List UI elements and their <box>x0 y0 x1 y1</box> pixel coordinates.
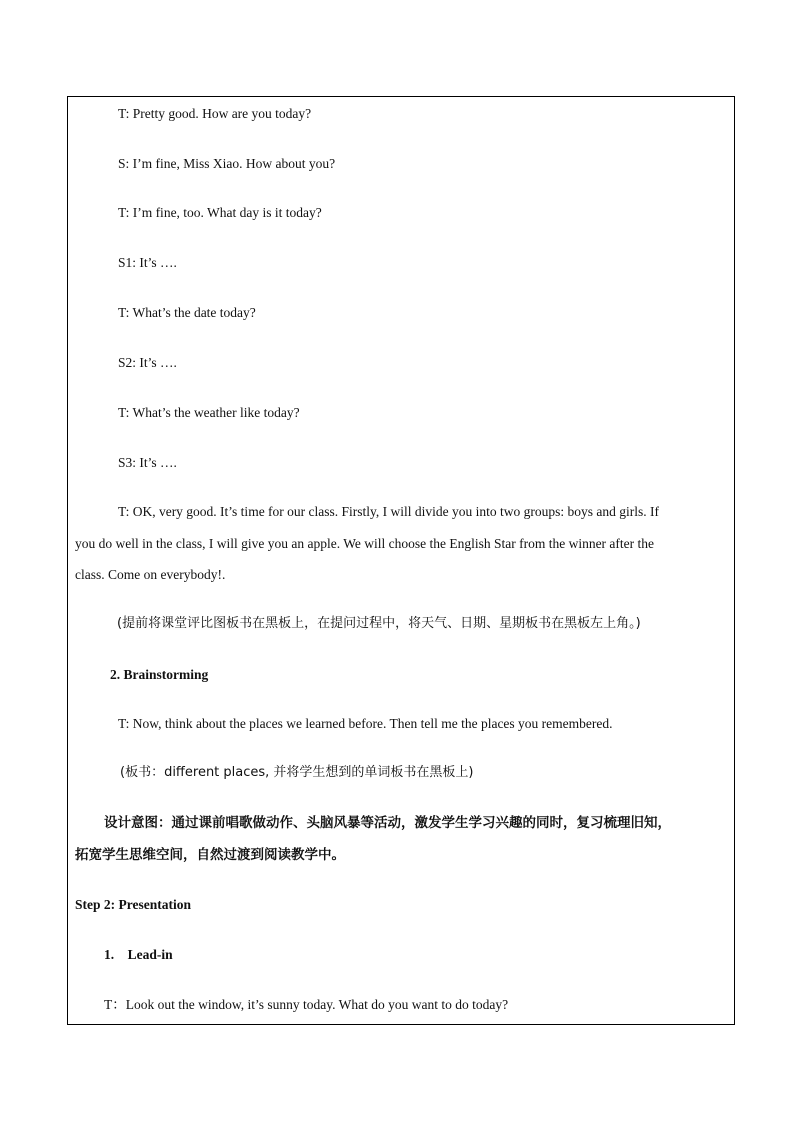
leadin-teacher-line: T：Look out the window, it’s sunny today. What do you want to do today? <box>104 997 509 1012</box>
dialogue-line-2: S: I’m fine, Miss Xiao. How about you? <box>118 156 336 171</box>
dialogue-line-1: T: Pretty good. How are you today? <box>118 106 312 121</box>
lesson-plan-table-cell <box>67 96 735 1025</box>
dialogue-line-5: T: What’s the date today? <box>118 305 256 320</box>
intro-paragraph-line-2: you do well in the class, I will give you an apple. We will choose the English Star from the winner after the <box>75 536 655 551</box>
dialogue-line-7: T: What’s the weather like today? <box>118 405 300 420</box>
step2-heading: Step 2: Presentation <box>75 897 191 912</box>
brainstorming-heading: 2. Brainstorming <box>110 667 209 682</box>
leadin-heading: 1. Lead-in <box>104 947 173 962</box>
dialogue-line-6: S2: It’s …. <box>118 355 177 370</box>
intro-paragraph-line-1: T: OK, very good. It’s time for our class. Firstly, I will divide you into two groups: boys and girls. If <box>118 504 660 519</box>
dialogue-line-8: S3: It’s …. <box>118 455 177 470</box>
design-intent-line-1: 设计意图：通过课前唱歌做动作、头脑风暴等活动，激发学生学习兴趣的同时，复习梳理旧知， <box>104 815 671 831</box>
board-note: (提前将课堂评比图板书在黑板上，在提问过程中，将天气、日期、星期板书在黑板左上角。) <box>117 616 641 631</box>
brainstorming-board-note: (板书：different places, 并将学生想到的单词板书在黑板上) <box>120 765 474 780</box>
intro-paragraph-line-3: class. Come on everybody!. <box>75 567 226 582</box>
design-intent-line-2: 拓宽学生思维空间，自然过渡到阅读教学中。 <box>75 847 345 863</box>
dialogue-line-3: T: I’m fine, too. What day is it today? <box>118 205 322 220</box>
brainstorming-teacher-line: T: Now, think about the places we learned before. Then tell me the places you remembered. <box>118 716 613 731</box>
dialogue-line-4: S1: It’s …. <box>118 255 177 270</box>
